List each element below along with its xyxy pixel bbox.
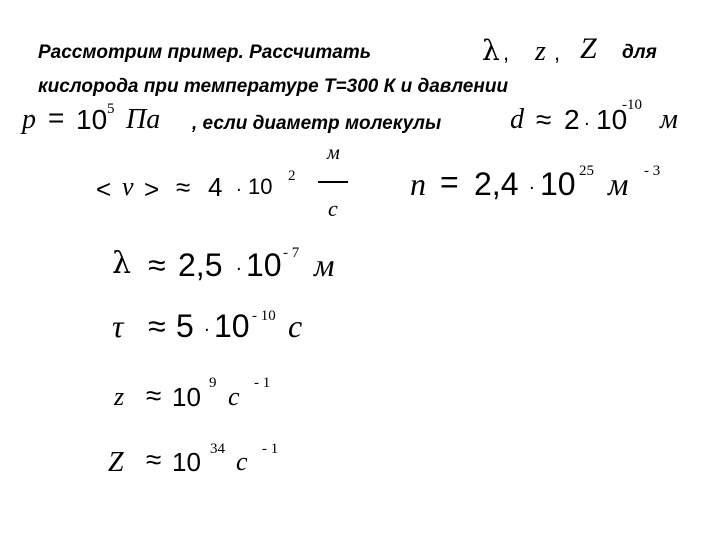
- mean-free-time-exponent: - 10: [252, 308, 276, 324]
- velocity-unit-denominator: с: [328, 196, 338, 221]
- mean-free-path-symbol: λ: [112, 246, 132, 281]
- mean-free-path-dot: ·: [236, 259, 242, 280]
- statement-line-2: [38, 76, 508, 98]
- velocity-base: 10: [248, 174, 273, 199]
- diameter-base: 10: [596, 104, 628, 135]
- velocity-coefficient: 4: [208, 172, 223, 202]
- velocity-dot: ·: [236, 180, 242, 201]
- pressure-base: 10: [76, 104, 108, 135]
- velocity-exponent: 2: [288, 168, 296, 184]
- total-collisions-exponent: 34: [210, 441, 225, 457]
- statement-line-1-end: [622, 42, 657, 64]
- statement-text-2: кислорода при температуре Т=300 К и давлении: [38, 76, 509, 97]
- total-collisions-approx: ≈: [146, 444, 162, 475]
- concentration-symbol: n: [410, 166, 426, 202]
- statement-text-1-end: для: [622, 42, 657, 63]
- comma-2: ,: [554, 40, 561, 65]
- statement-text-3: , если диаметр молекулы: [192, 113, 442, 134]
- total-collisions-symbol: Z: [108, 447, 124, 478]
- total-collisions-base: 10: [172, 447, 201, 477]
- concentration-exponent: 25: [579, 163, 594, 179]
- pressure-unit: Па: [126, 104, 161, 135]
- concentration-equals: =: [440, 164, 459, 200]
- collision-frequency-unit-exponent: - 1: [254, 375, 271, 391]
- diameter-dot: ·: [584, 114, 590, 135]
- diameter-unit: м: [660, 104, 678, 135]
- z-symbol: z: [535, 36, 546, 67]
- total-collisions-unit: с: [236, 447, 248, 476]
- pressure-equals: =: [48, 102, 65, 133]
- mean-free-time-base: 10: [214, 308, 250, 344]
- mean-free-path-exponent: - 7: [283, 245, 300, 261]
- mean-free-path-coefficient: 2,5: [178, 247, 223, 283]
- collision-frequency-base: 10: [172, 382, 201, 412]
- mean-free-time-coefficient: 5: [176, 308, 194, 344]
- concentration-unit: м: [608, 166, 629, 202]
- concentration-base: 10: [540, 166, 576, 202]
- statement-text-1: Рассмотрим пример. Рассчитать: [38, 42, 372, 63]
- concentration-unit-exponent: - 3: [644, 163, 661, 179]
- mean-free-path-base: 10: [246, 247, 282, 283]
- collision-frequency-symbol: z: [114, 382, 125, 411]
- mean-free-time-symbol: τ: [112, 308, 124, 344]
- total-collisions-unit-exponent: - 1: [262, 441, 279, 457]
- velocity-unit-numerator: м: [327, 142, 340, 164]
- mean-free-path-approx: ≈: [148, 247, 166, 283]
- diameter-approx: ≈: [536, 104, 552, 135]
- mean-free-time-dot: ·: [204, 320, 210, 341]
- mean-free-path-unit: м: [314, 247, 335, 283]
- diameter-symbol: d: [510, 104, 524, 135]
- velocity-symbol: v: [122, 172, 134, 201]
- velocity-fraction-bar: [318, 181, 348, 183]
- concentration-dot: ·: [529, 178, 535, 199]
- statement-line-1: [38, 42, 371, 64]
- velocity-gt: >: [144, 174, 160, 204]
- concentration-coefficient: 2,4: [474, 166, 519, 202]
- mean-free-time-approx: ≈: [148, 308, 166, 344]
- velocity-lt: <: [96, 174, 112, 204]
- comma-1: ,: [503, 40, 510, 65]
- collision-frequency-unit: с: [228, 382, 240, 411]
- collision-frequency-exponent: 9: [209, 375, 217, 391]
- diameter-exponent: -10: [622, 97, 642, 113]
- lambda-symbol: λ: [482, 34, 500, 67]
- diameter-coefficient: 2: [564, 104, 580, 135]
- pressure-exponent: 5: [107, 101, 115, 117]
- statement-line-3: [192, 113, 441, 135]
- Z-symbol: Z: [580, 32, 597, 65]
- collision-frequency-approx: ≈: [146, 380, 162, 411]
- mean-free-time-unit: с: [288, 308, 303, 344]
- velocity-approx: ≈: [176, 172, 191, 202]
- pressure-symbol: p: [22, 104, 36, 135]
